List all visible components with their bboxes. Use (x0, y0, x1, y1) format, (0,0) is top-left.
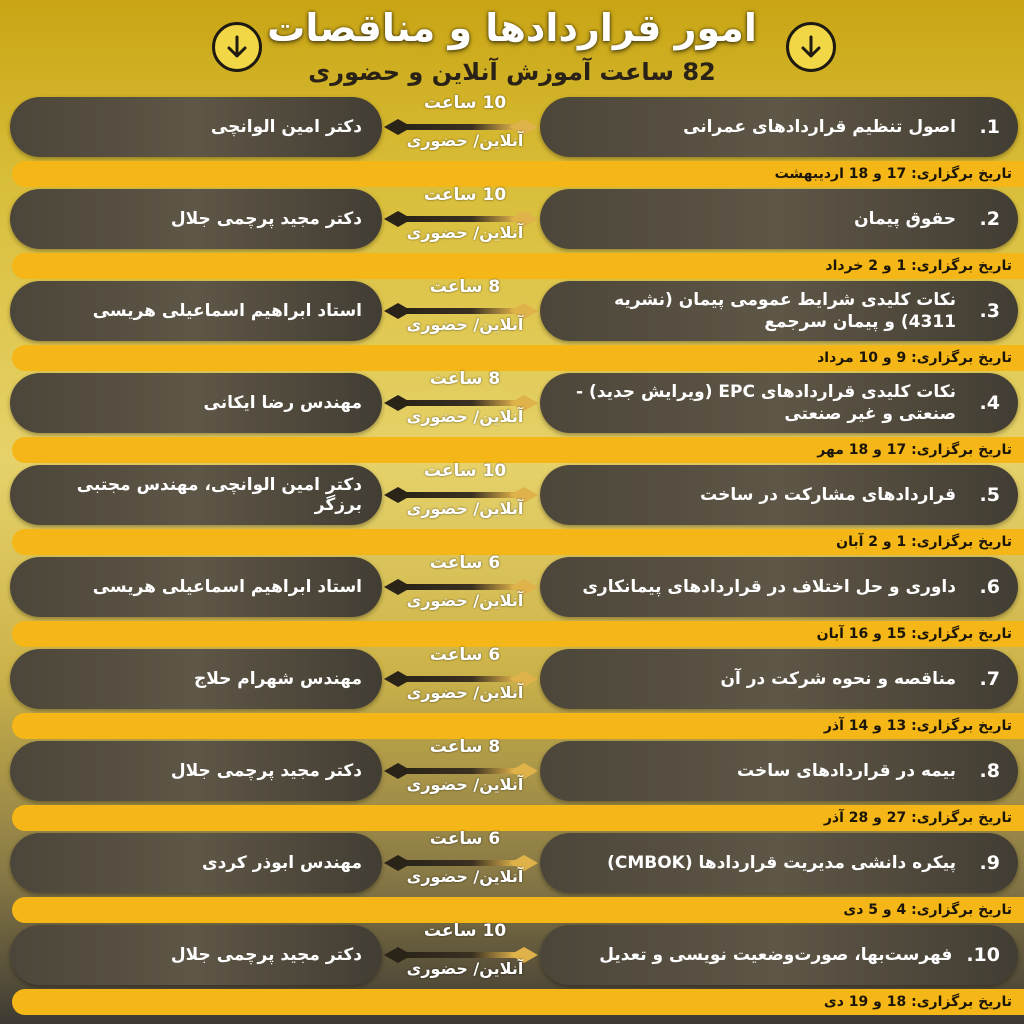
page-title: امور قراردادها و مناقصات (267, 6, 757, 50)
teacher-name: مهندس شهرام حلاج (193, 669, 362, 689)
teacher-pill (10, 97, 382, 157)
course-row (0, 921, 1024, 1019)
date-bar (12, 989, 1024, 1015)
course-hours: 10 ساعت (423, 921, 507, 941)
course-number: .4 (979, 392, 1000, 414)
page-subtitle: 82 ساعت آموزش آنلاین و حضوری (308, 58, 716, 86)
course-pill[interactable] (540, 281, 1018, 341)
course-title: حقوق پیمان (854, 208, 956, 229)
course-hours: 10 ساعت (423, 461, 507, 481)
course-title: نکات کلیدی شرایط عمومی پیمان (نشریه 4311) و پیمان سرجمع (614, 289, 956, 332)
date-bar (12, 621, 1024, 647)
course-number: .1 (979, 116, 1000, 138)
course-number: .6 (979, 576, 1000, 598)
teacher-name: مهندس ابوذر کردی (202, 853, 362, 873)
course-title: فهرست‌بها، صورت‌وضعیت نویسی و تعدیل (599, 944, 953, 965)
course-number: .9 (979, 852, 1000, 874)
course-hours: 8 ساعت (429, 737, 501, 757)
course-date: تاریخ برگزاری: 27 و 28 آذر (823, 810, 1012, 826)
date-bar (12, 529, 1024, 555)
teacher-name: دکتر امین الوانچی، مهندس مجتبی برزگر (76, 475, 362, 515)
teacher-name: دکتر امین الوانچی (210, 117, 362, 137)
course-mode: آنلاین/ حضوری (406, 131, 524, 150)
teacher-name: استاد ابراهیم اسماعیلی هریسی (92, 301, 362, 321)
teacher-name: مهندس رضا ایکانی (203, 393, 362, 413)
course-date: تاریخ برگزاری: 13 و 14 آذر (823, 718, 1012, 734)
course-date: تاریخ برگزاری: 1 و 2 خرداد (825, 258, 1012, 274)
course-number: .8 (979, 760, 1000, 782)
course-hours: 6 ساعت (429, 645, 501, 665)
course-mode: آنلاین/ حضوری (406, 959, 524, 978)
course-mode: آنلاین/ حضوری (406, 499, 524, 518)
date-bar (12, 437, 1024, 463)
course-pill[interactable] (540, 189, 1018, 249)
course-number: .7 (979, 668, 1000, 690)
course-mode: آنلاین/ حضوری (406, 591, 524, 610)
course-hours: 8 ساعت (429, 369, 501, 389)
teacher-pill (10, 649, 382, 709)
teacher-name: دکتر مجید پرچمی جلال (170, 761, 362, 781)
teacher-pill (10, 189, 382, 249)
course-row (0, 553, 1024, 651)
course-hours: 10 ساعت (423, 185, 507, 205)
course-pill[interactable] (540, 557, 1018, 617)
teacher-name: دکتر مجید پرچمی جلال (170, 945, 362, 965)
course-row (0, 369, 1024, 467)
course-pill[interactable] (540, 925, 1018, 985)
course-number: .3 (979, 300, 1000, 322)
course-date: تاریخ برگزاری: 1 و 2 آبان (836, 534, 1012, 550)
teacher-pill (10, 373, 382, 433)
course-pill[interactable] (540, 465, 1018, 525)
course-pill[interactable] (540, 833, 1018, 893)
course-pill[interactable] (540, 373, 1018, 433)
course-pill[interactable] (540, 741, 1018, 801)
date-bar (12, 161, 1024, 187)
course-date: تاریخ برگزاری: 17 و 18 مهر (817, 442, 1012, 458)
date-bar (12, 713, 1024, 739)
course-mode: آنلاین/ حضوری (406, 407, 524, 426)
course-row (0, 645, 1024, 743)
course-mode: آنلاین/ حضوری (406, 223, 524, 242)
header (0, 0, 1024, 96)
course-hours: 6 ساعت (429, 829, 501, 849)
course-date: تاریخ برگزاری: 15 و 16 آبان (816, 626, 1012, 642)
course-title: بیمه در قراردادهای ساخت (737, 760, 956, 781)
course-pill[interactable] (540, 97, 1018, 157)
course-date: تاریخ برگزاری: 4 و 5 دی (843, 902, 1012, 918)
date-bar (12, 897, 1024, 923)
course-mode: آنلاین/ حضوری (406, 867, 524, 886)
teacher-pill (10, 741, 382, 801)
course-hours: 10 ساعت (423, 93, 507, 113)
course-row (0, 93, 1024, 191)
course-title: اصول تنظیم قراردادهای عمرانی (683, 116, 956, 137)
course-date: تاریخ برگزاری: 9 و 10 مرداد (817, 350, 1012, 366)
course-title: مناقصه و نحوه شرکت در آن (720, 668, 956, 689)
course-title: داوری و حل اختلاف در قراردادهای پیمانکاری (582, 576, 956, 597)
date-bar (12, 253, 1024, 279)
course-row (0, 185, 1024, 283)
course-row (0, 737, 1024, 835)
course-row (0, 277, 1024, 375)
date-bar (12, 805, 1024, 831)
course-number: .2 (979, 208, 1000, 230)
teacher-name: استاد ابراهیم اسماعیلی هریسی (92, 577, 362, 597)
date-bar (12, 345, 1024, 371)
course-mode: آنلاین/ حضوری (406, 775, 524, 794)
course-mode: آنلاین/ حضوری (406, 315, 524, 334)
course-row (0, 461, 1024, 559)
teacher-pill (10, 465, 382, 525)
course-title: نکات کلیدی قراردادهای EPC (ویرایش جدید) - صنعتی و غیر صنعتی (576, 381, 956, 424)
teacher-pill (10, 833, 382, 893)
teacher-pill (10, 281, 382, 341)
teacher-pill (10, 557, 382, 617)
course-number: .10 (966, 944, 1000, 966)
teacher-pill (10, 925, 382, 985)
course-title: قراردادهای مشارکت در ساخت (700, 484, 956, 505)
course-title: پیکره دانشی مدیریت قراردادها (CMBOK) (607, 852, 956, 873)
teacher-name: دکتر مجید پرچمی جلال (170, 209, 362, 229)
course-date: تاریخ برگزاری: 18 و 19 دی (823, 994, 1012, 1010)
course-row (0, 829, 1024, 927)
course-number: .5 (979, 484, 1000, 506)
course-hours: 8 ساعت (429, 277, 501, 297)
course-mode: آنلاین/ حضوری (406, 683, 524, 702)
course-date: تاریخ برگزاری: 17 و 18 اردیبهشت (774, 166, 1012, 182)
course-hours: 6 ساعت (429, 553, 501, 573)
course-pill[interactable] (540, 649, 1018, 709)
